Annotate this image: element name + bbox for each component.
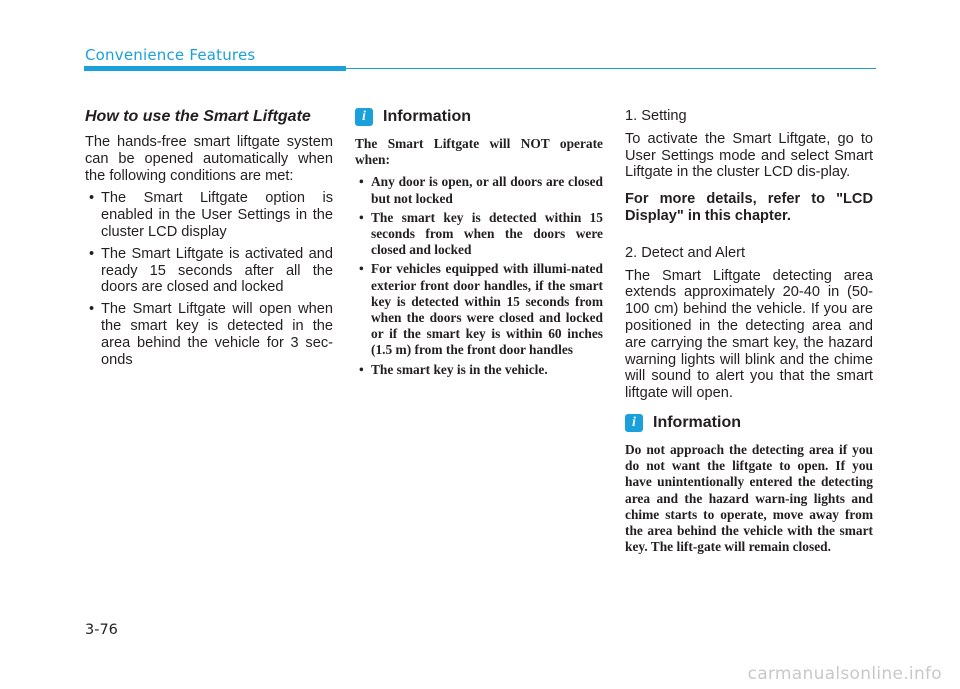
info-intro: The Smart Liftgate will NOT operate when: (355, 136, 603, 168)
info-title: Information (653, 413, 741, 431)
intro-paragraph: The hands-free smart liftgate system can be opened automatically when the following conditions are met: (85, 134, 333, 184)
watermark: carmanualsonline.info (747, 664, 942, 684)
page-number: 3-76 (85, 622, 118, 638)
list-item: • Any door is open, or all doors are closed but not locked (355, 174, 603, 206)
list-item: • The Smart Liftgate option is enabled in the User Settings in the cluster LCD display (85, 190, 333, 240)
list-item: • The Smart Liftgate is activated and ready 15 seconds after all the doors are closed and locked (85, 246, 333, 296)
info-text: Do not approach the detecting area if you do not want the liftgate to open. If you have unintentionally entered the detecting area and the hazard warn-ing lights and chime starts to operate, move away from the area behind the vehicle with the smart key. The lift-gate will remain closed. (625, 441, 873, 555)
info-title: Information (383, 108, 471, 125)
column-information (355, 108, 603, 381)
info-icon: i (355, 108, 373, 126)
list-item: • The smart key is in the vehicle. (355, 362, 603, 378)
info-header (625, 414, 873, 432)
detect-title: 2. Detect and Alert (625, 244, 746, 261)
section-title: Convenience Features (85, 46, 256, 64)
column-setting-detect (625, 108, 873, 558)
subheading: How to use the Smart Liftgate (85, 108, 311, 125)
setting-title: 1. Setting (625, 108, 687, 124)
setting-text: To activate the Smart Liftgate, go to User Settings mode and select Smart Liftgate in the cluster LCD dis-play. (625, 130, 873, 181)
info-header (355, 108, 603, 126)
info-icon: i (625, 414, 643, 432)
list-item: • The Smart Liftgate will open when the smart key is detected in the area behind the vehicle for 3 sec-onds (85, 301, 333, 368)
detect-text: The Smart Liftgate detecting area extends approximately 20-40 in (50-100 cm) behind the vehicle. If you are positioned in the detecting area and are carrying the smart key, the hazard warning lights will blink and the chime will sound to alert you that the smart liftgate will open. (625, 267, 873, 402)
info-list (355, 174, 603, 377)
column-how-to-use (85, 108, 333, 373)
list-item: • For vehicles equipped with illumi-nated exterior front door handles, if the smart key is detected within 15 seconds from when the doors were closed and locked or if the smart key is within 60 inches (1.5 m) from the front door handles (355, 261, 603, 358)
setting-note: For more details, refer to "LCD Display" in this chapter. (625, 191, 873, 224)
conditions-list (85, 190, 333, 368)
header-rule-thin (346, 68, 876, 69)
header-rule-thick (84, 66, 346, 71)
list-item: • The smart key is detected within 15 seconds from when the doors were closed and locked (355, 210, 603, 259)
